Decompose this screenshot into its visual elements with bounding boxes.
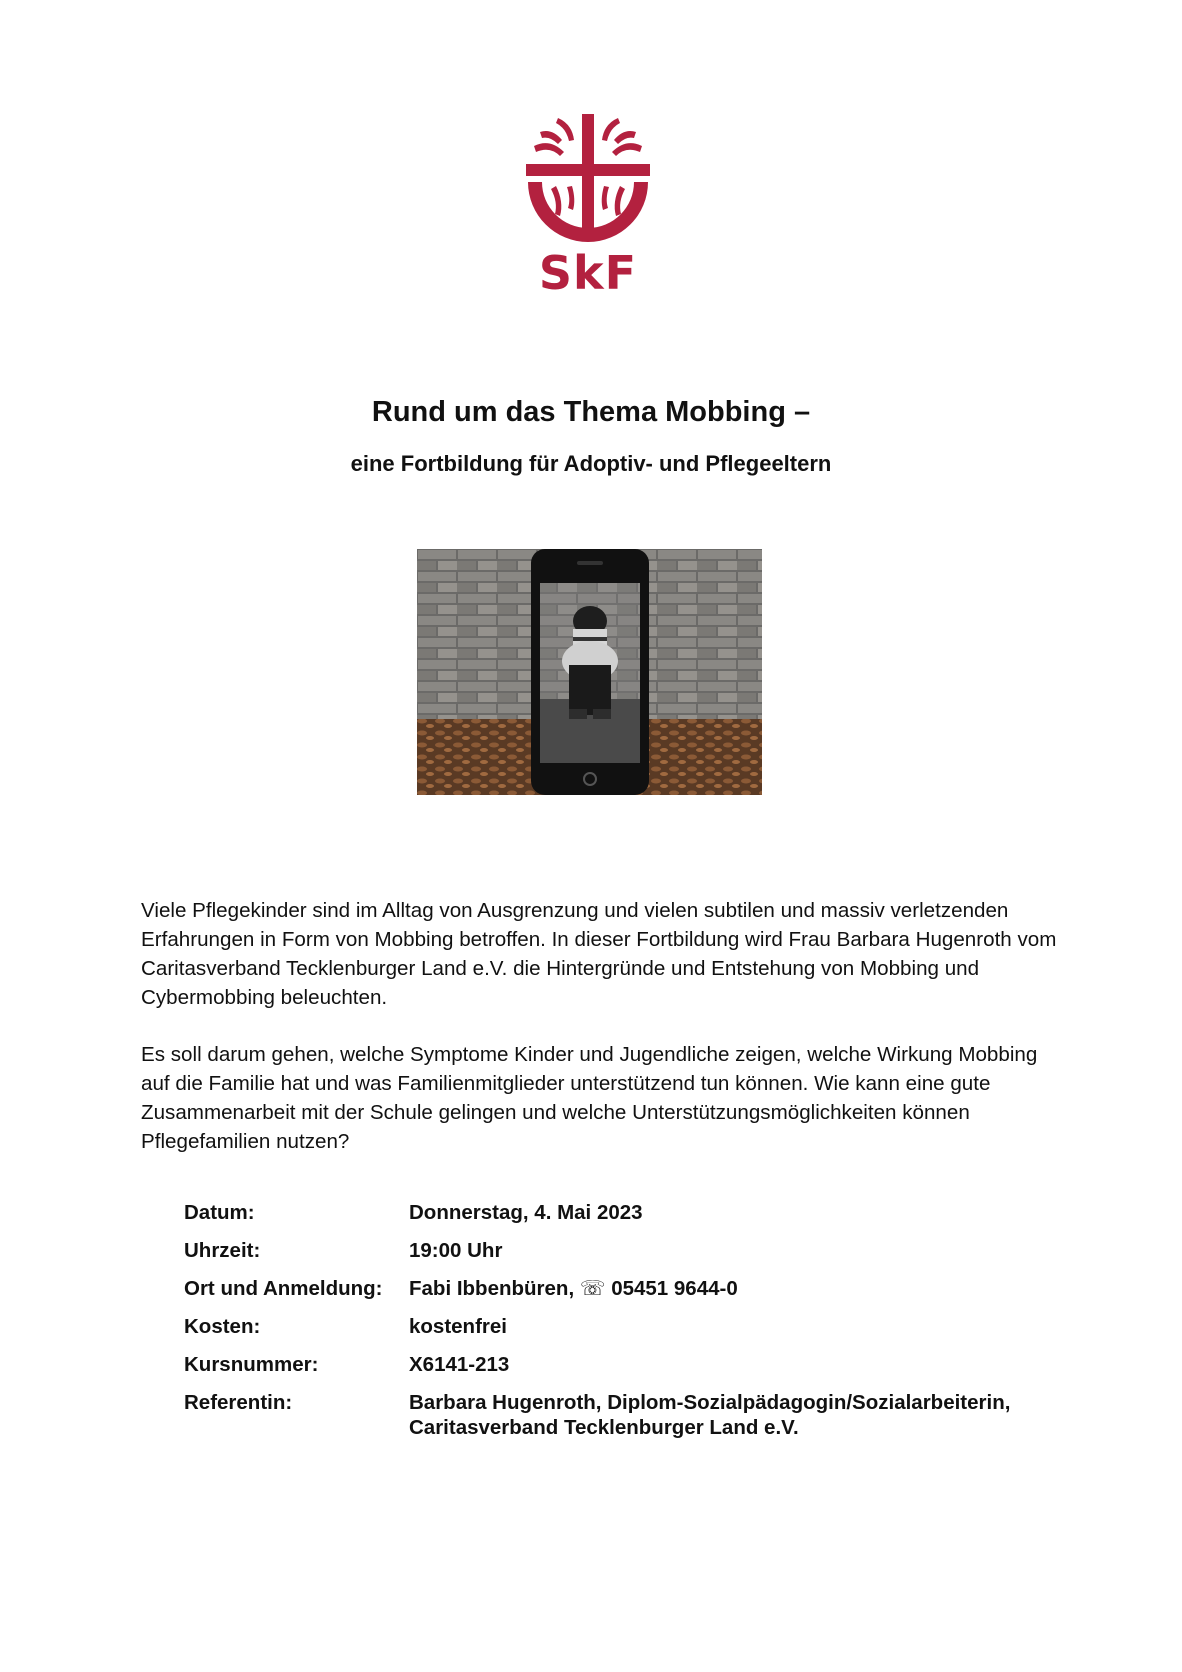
- logo-text: SkF: [538, 246, 638, 300]
- detail-label: Uhrzeit:: [184, 1239, 261, 1262]
- intro-paragraph: Viele Pflegekinder sind im Alltag von Ausgrenzung und vielen subtilen und massiv verletzenden Erfahrungen in Form von Mobbing betroffen. In dieser Fortbildung wird Frau Barbara Hugenroth vom Caritasverband Tecklenburger Land e.V. die Hintergründe und Entstehung von Mobbing und Cybermobbing beleuchten.: [141, 899, 1057, 1009]
- page-subtitle: eine Fortbildung für Adoptiv- und Pflegeeltern: [350, 451, 832, 476]
- skf-logo: [518, 110, 658, 300]
- detail-value: [409, 1276, 1084, 1301]
- detail-label: Referentin:: [184, 1391, 293, 1414]
- referentin-line-1: Barbara Hugenroth, Diplom-Sozialpädagogin/Sozialarbeiterin,: [409, 1391, 1011, 1414]
- detail-row-uhrzeit: [184, 1238, 1084, 1263]
- detail-value: X6141-213: [409, 1353, 510, 1376]
- detail-row-datum: [184, 1200, 1084, 1225]
- detail-row-kosten: [184, 1314, 1084, 1339]
- detail-row-referentin: [184, 1390, 1084, 1440]
- page-title: Rund um das Thema Mobbing –: [371, 396, 811, 428]
- detail-value: kostenfrei: [409, 1315, 507, 1338]
- detail-value: [409, 1390, 1084, 1440]
- phone-number: 05451 9644-0: [611, 1277, 738, 1300]
- detail-label: Datum:: [184, 1201, 255, 1224]
- detail-label: Ort und Anmeldung:: [184, 1277, 383, 1300]
- mobbing-photo: [417, 549, 762, 795]
- detail-label: Kursnummer:: [184, 1353, 319, 1376]
- event-details: [184, 1200, 1084, 1453]
- detail-value: 19:00 Uhr: [409, 1239, 503, 1262]
- content-paragraph: Es soll darum gehen, welche Symptome Kinder und Jugendliche zeigen, welche Wirkung Mobbing auf die Familie hat und was Familienmitglieder unterstützend tun können. Wie kann eine gute Zusammenarbeit mit der Schule gelingen und welche Unterstützungsmöglichkeiten können Pflegefamilien nutzen?: [141, 1043, 1038, 1153]
- detail-row-kursnummer: [184, 1352, 1084, 1377]
- place-text: Fabi Ibbenbüren,: [409, 1277, 575, 1300]
- detail-row-ort: [184, 1276, 1084, 1301]
- phone-icon: ☏: [579, 1277, 606, 1300]
- detail-label: Kosten:: [184, 1315, 261, 1338]
- detail-value: Donnerstag, 4. Mai 2023: [409, 1201, 643, 1224]
- referentin-line-2: Caritasverband Tecklenburger Land e.V.: [409, 1416, 799, 1439]
- phone-wall-image: [417, 549, 762, 795]
